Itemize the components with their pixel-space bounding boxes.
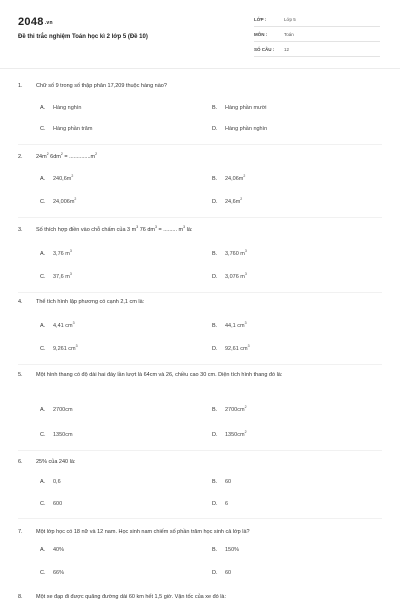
option-3c[interactable] [40, 273, 72, 281]
option-letter: A. [40, 407, 46, 413]
option-letter: C. [40, 501, 46, 507]
option-letter: B. [212, 479, 218, 485]
question-number: 1. [18, 83, 23, 89]
option-letter: C. [40, 570, 46, 576]
option-4c[interactable] [40, 345, 78, 353]
option-text: Hàng phần trăm [53, 126, 93, 132]
option-letter: D. [212, 570, 218, 576]
option-letter: D. [212, 346, 218, 352]
option-letter: A. [40, 547, 46, 553]
option-text: $24,006m^2$ [53, 197, 77, 205]
option-letter: A. [40, 479, 46, 485]
option-5a[interactable] [40, 406, 73, 414]
question-separator [18, 217, 382, 218]
option-2a[interactable] [40, 175, 73, 183]
option-text: 44,1 $cm^3$ [225, 321, 247, 329]
option-letter: C. [40, 432, 46, 438]
option-text: Hàng nghìn [53, 105, 82, 111]
question-5 [18, 371, 378, 391]
question-number: 5. [18, 372, 23, 378]
option-6c[interactable] [40, 500, 62, 508]
option-letter: A. [40, 323, 46, 329]
exam-title: Đề thi trắc nghiệm Toán học kì 2 lớp 5 (Đề 10) [18, 34, 148, 40]
option-letter: A. [40, 251, 46, 257]
question-text: Một lớp học có 18 nữ và 12 nam. Học sinh nam chiếm số phần trăm học sinh cả lớp là? [36, 529, 250, 535]
option-7a[interactable] [40, 546, 64, 554]
question-text: $24m^2$ $6dm^2 = ..............m^2$ [36, 152, 98, 160]
option-letter: C. [40, 199, 46, 205]
question-text: Một hình thang có độ dài hai đáy lần lượt là 64cm và 26, chiều cao 30 cm. Diện tích hình thang đó là: [36, 372, 283, 378]
option-letter: D. [212, 126, 218, 132]
option-1d[interactable] [212, 125, 267, 133]
option-text: 9,261 $cm^3$ [53, 344, 78, 352]
option-4d[interactable] [212, 345, 250, 353]
option-text: $240,6m^2$ [53, 174, 74, 182]
question-text: Số thích hợp điền vào chỗ chấm của 3 $m^3$ 76 $dm^3$ = ......... $m^3$ là: [36, 225, 193, 233]
question-text: Chữ số 9 trong số thập phân 17,209 thuộc hàng nào? [36, 83, 167, 89]
option-text: 600 [53, 501, 63, 507]
option-text: 3,076 $m^3$ [225, 272, 247, 280]
option-1c[interactable] [40, 125, 92, 133]
question-separator [18, 450, 382, 451]
option-6b[interactable] [212, 478, 231, 486]
option-text: 4,41 $cm^3$ [53, 321, 75, 329]
option-letter: D. [212, 432, 218, 438]
option-text: 37,6 $m^3$ [53, 272, 72, 280]
option-3d[interactable] [212, 273, 247, 281]
meta-count-value: 12 [284, 47, 290, 52]
option-text: $24,06m^2$ [225, 174, 246, 182]
question-text: 25% của 240 là: [36, 459, 76, 465]
option-letter: B. [212, 105, 218, 111]
option-letter: D. [212, 199, 218, 205]
question-number: 8. [18, 594, 23, 600]
option-3a[interactable] [40, 250, 72, 258]
meta-count-label: SỐ CÂU : [254, 47, 275, 52]
option-2d[interactable] [212, 198, 242, 206]
site-logo[interactable] [18, 16, 53, 28]
option-5b[interactable] [212, 406, 247, 414]
option-letter: C. [40, 126, 46, 132]
option-text: 60 [225, 479, 232, 485]
option-6a[interactable] [40, 478, 61, 486]
option-7d[interactable] [212, 569, 231, 577]
option-5d[interactable] [212, 431, 247, 439]
option-2b[interactable] [212, 175, 245, 183]
logo-sub: .vn [44, 20, 53, 26]
option-text: Hàng phần mười [225, 105, 267, 111]
option-letter: A. [40, 176, 46, 182]
option-text: $1350cm^2$ [225, 430, 247, 438]
option-5c[interactable] [40, 431, 73, 439]
question-number: 2. [18, 154, 23, 160]
question-number: 7. [18, 529, 23, 535]
option-text: 2700cm [53, 407, 73, 413]
question-number: 6. [18, 459, 23, 465]
option-text: 150% [225, 547, 240, 553]
option-text: 3,760 $m^3$ [225, 249, 247, 257]
question-number: 4. [18, 299, 23, 305]
option-text: 3,76 $m^3$ [53, 249, 72, 257]
option-4a[interactable] [40, 322, 75, 330]
question-text: Một xe đạp đi được quãng đường dài 60 km hết 1,5 giờ. Vận tốc của xe đó là: [36, 594, 227, 600]
question-separator [18, 144, 382, 145]
logo-main: 2048 [18, 16, 44, 28]
option-text: $24,6m^2$ [225, 197, 243, 205]
question-separator [18, 292, 382, 293]
option-4b[interactable] [212, 322, 247, 330]
option-letter: B. [212, 547, 218, 553]
option-text: 40% [53, 547, 65, 553]
question-separator [18, 518, 382, 519]
meta-subject-row [254, 29, 380, 42]
option-letter: C. [40, 274, 46, 280]
option-text: 6 [225, 501, 229, 507]
option-1a[interactable] [40, 104, 81, 112]
option-7b[interactable] [212, 546, 239, 554]
option-letter: C. [40, 346, 46, 352]
option-text: 92,61 $cm^3$ [225, 344, 250, 352]
option-letter: A. [40, 105, 46, 111]
exam-header [0, 0, 400, 68]
option-letter: B. [212, 251, 218, 257]
meta-class-row [254, 14, 380, 27]
meta-subject-label: MÔN : [254, 32, 268, 37]
option-letter: B. [212, 176, 218, 182]
meta-class-label: LỚP : [254, 17, 267, 22]
meta-subject-value: Toán [284, 32, 294, 37]
option-text: $2700cm^2$ [225, 405, 247, 413]
option-text: 1350cm [53, 432, 73, 438]
option-7c[interactable] [40, 569, 64, 577]
option-text: 60 [225, 570, 232, 576]
option-text: 66% [53, 570, 65, 576]
header-divider [0, 68, 400, 69]
question-number: 3. [18, 227, 23, 233]
option-letter: D. [212, 501, 218, 507]
option-2c[interactable] [40, 198, 76, 206]
option-3b[interactable] [212, 250, 247, 258]
option-letter: B. [212, 407, 218, 413]
option-letter: D. [212, 274, 218, 280]
option-1b[interactable] [212, 104, 267, 112]
option-text: Hàng phần nghìn [225, 126, 268, 132]
option-text: 0,6 [53, 479, 61, 485]
option-6d[interactable] [212, 500, 228, 508]
question-text: Thể tích hình lập phương có cạnh 2,1 cm là: [36, 299, 145, 305]
meta-count-row [254, 44, 380, 57]
meta-class-value: Lớp 5 [284, 17, 296, 22]
option-letter: B. [212, 323, 218, 329]
question-separator [18, 364, 382, 365]
